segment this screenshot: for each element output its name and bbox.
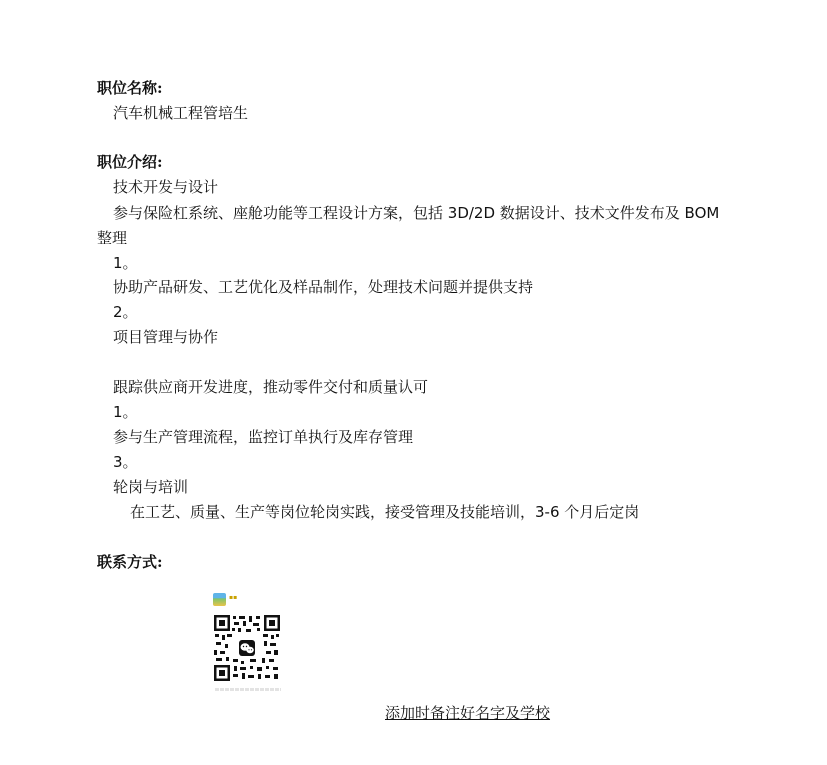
intro-line: 参与生产管理流程，监控订单执行及库存管理	[113, 428, 414, 446]
position-title: 汽车机械工程管培生	[113, 104, 249, 122]
intro-line: 3。	[113, 453, 138, 471]
intro-line: 在工艺、质量、生产等岗位轮岗实践，接受管理及技能培训，3-6 个月后定岗	[130, 503, 640, 521]
contact-heading: 联系方式:	[97, 553, 163, 571]
intro-line: 技术开发与设计	[113, 178, 219, 196]
intro-line: 2。	[113, 303, 138, 321]
qr-caption	[215, 688, 281, 691]
wechat-qr-code-icon	[213, 614, 281, 682]
intro-heading: 职位介绍:	[97, 153, 163, 171]
intro-line: 1。	[113, 254, 138, 272]
intro-line: 协助产品研发、工艺优化及样品制作，处理技术问题并提供支持	[113, 278, 534, 296]
intro-line: 项目管理与协作	[113, 328, 219, 346]
intro-line: 整理	[97, 229, 128, 247]
avatar	[213, 593, 226, 606]
wechat-qr-card	[207, 588, 287, 698]
qr-owner-name: ▪▪	[229, 594, 238, 601]
position-heading: 职位名称:	[97, 79, 163, 97]
intro-line: 跟踪供应商开发进度，推动零件交付和质量认可	[113, 378, 429, 396]
intro-line: 参与保险杠系统、座舱功能等工程设计方案，包括 3D/2D 数据设计、技术文件发布及 BOM	[113, 204, 720, 222]
intro-line: 1。	[113, 403, 138, 421]
contact-note: 添加时备注好名字及学校	[385, 704, 551, 722]
intro-line: 轮岗与培训	[113, 478, 189, 496]
